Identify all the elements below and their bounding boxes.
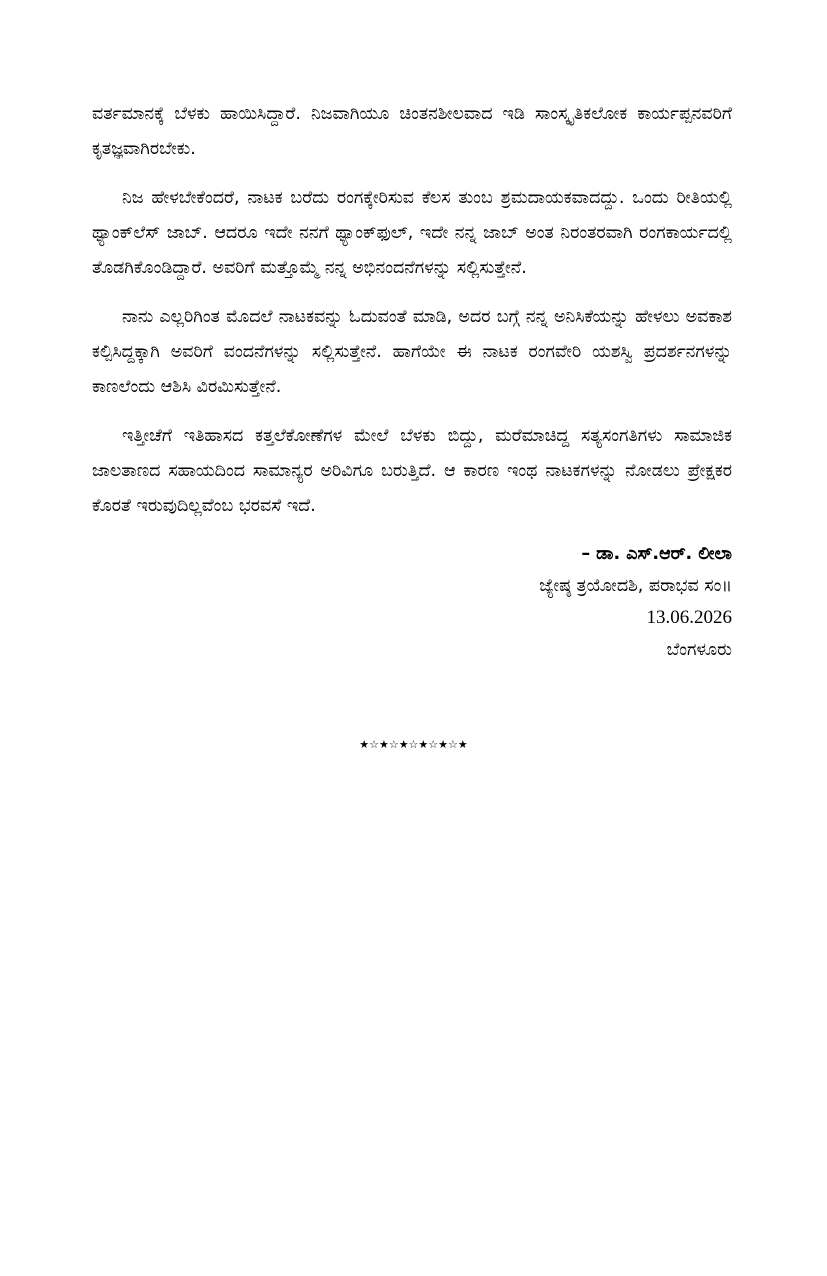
paragraph-1: ವರ್ತಮಾನಕ್ಕೆ ಬೆಳಕು ಹಾಯಿಸಿದ್ದಾರೆ. ನಿಜವಾಗಿಯೂ ಚಿಂತನಶೀಲವಾದ ಇಡಿ ಸಾಂಸ್ಕೃತಿಕಲೋಕ ಕಾರ್ಯಪ್ಪನವರಿಗೆ ಕೃತಜ್ಞವಾಗಿರಬೇಕು.: [92, 104, 732, 159]
author-name: – ಡಾ. ಎಸ್.ಆರ್. ಲೀಲಾ: [581, 544, 732, 564]
star-divider: ★☆★☆★☆★☆★☆★: [359, 738, 468, 751]
document-body: [92, 97, 732, 666]
date-line: 13.06.2026: [646, 607, 732, 628]
paragraph-3: ನಾನು ಎಲ್ಲರಿಗಿಂತ ಮೊದಲೆ ನಾಟಕವನ್ನು ಓದುವಂತೆ ಮಾಡಿ, ಅದರ ಬಗ್ಗೆ ನನ್ನ ಅನಿಸಿಕೆಯನ್ನು ಹೇಳಲು ಅವಕಾಶ ಕಲ್ಪಿಸಿದ್ದಕ್ಕಾಗಿ ಅವರಿಗೆ ವಂದನೆಗಳನ್ನು ಸಲ್ಲಿಸುತ್ತೇನೆ. ಹಾಗೆಯೇ ಈ ನಾಟಕ ರಂಗವೇರಿ ಯಶಸ್ವಿ ಪ್ರದರ್ಶನಗಳನ್ನು ಕಾಣಲೆಂದು ಆಶಿಸಿ ವಿರಮಿಸುತ್ತೇನೆ.: [92, 307, 732, 397]
signature-block: [92, 538, 732, 666]
paragraph-2: ನಿಜ ಹೇಳಬೇಕೆಂದರೆ, ನಾಟಕ ಬರೆದು ರಂಗಕ್ಕೇರಿಸುವ ಕೆಲಸ ತುಂಬ ಶ್ರಮದಾಯಕವಾದದ್ದು. ಒಂದು ರೀತಿಯಲ್ಲಿ ಥ್ಯಾಂಕ್‌ಲೆಸ್ ಜಾಬ್. ಆದರೂ ಇದೇ ನನಗೆ ಥ್ಯಾಂಕ್‌ಫುಲ್, ಇದೇ ನನ್ನ ಜಾಬ್ ಅಂತ ನಿರಂತರವಾಗಿ ರಂಗಕಾರ್ಯದಲ್ಲಿ ತೊಡಗಿಕೊಂಡಿದ್ದಾರೆ. ಅವರಿಗೆ ಮತ್ತೊಮ್ಮೆ ನನ್ನ ಅಭಿನಂದನೆಗಳನ್ನು ಸಲ್ಲಿಸುತ್ತೇನೆ.: [92, 188, 732, 278]
tithi-line: ಜ್ಯೇಷ್ಠ ತ್ರಯೋದಶಿ, ಪರಾಭವ ಸಂ॥: [539, 576, 732, 596]
place-line: ಬೆಂಗಳೂರು: [666, 640, 732, 660]
paragraph-4: ಇತ್ತೀಚೆಗೆ ಇತಿಹಾಸದ ಕತ್ತಲೆಕೋಣೆಗಳ ಮೇಲೆ ಬೆಳಕು ಬಿದ್ದು, ಮರೆಮಾಚಿದ್ದ ಸತ್ಯಸಂಗತಿಗಳು ಸಾಮಾಜಿಕ ಜಾಲತಾಣದ ಸಹಾಯದಿಂದ ಸಾಮಾನ್ಯರ ಅರಿವಿಗೂ ಬರುತ್ತಿದೆ. ಆ ಕಾರಣ ಇಂಥ ನಾಟಕಗಳನ್ನು ನೋಡಲು ಪ್ರೇಕ್ಷಕರ ಕೊರತೆ ಇರುವುದಿಲ್ಲವೆಂಬ ಭರವಸೆ ಇದೆ.: [92, 426, 732, 516]
